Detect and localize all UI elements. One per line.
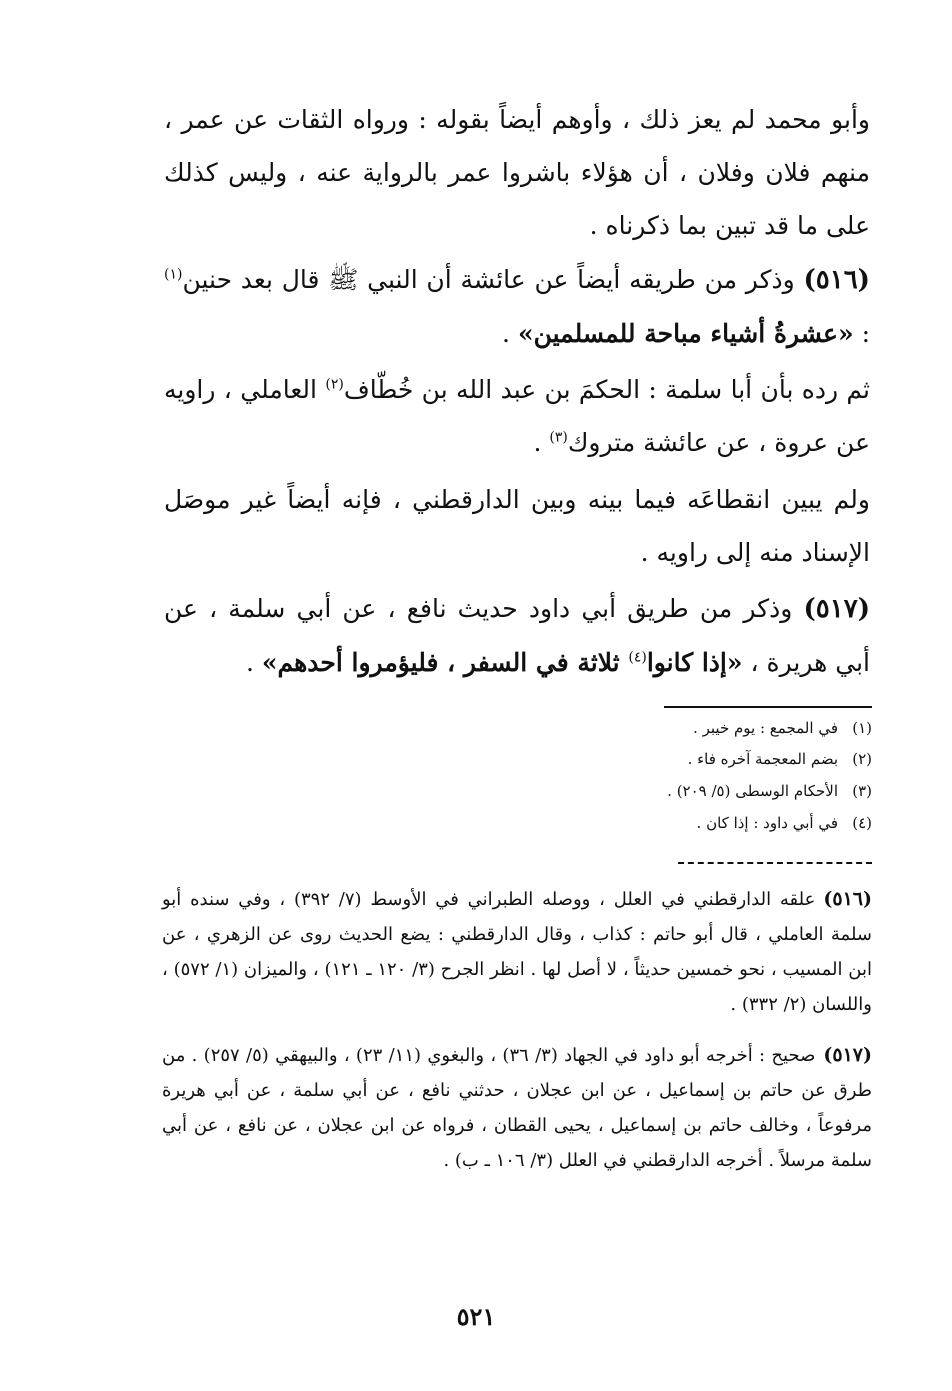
- paragraph-4: [164, 473, 870, 579]
- hadith-quote: «إذا كانوا: [646, 648, 743, 677]
- entry-text-colon: :: [861, 319, 870, 348]
- paragraph-3-text: ثم رده بأن أبا سلمة : الحكمَ بن عبد الله بن خُطّاف: [343, 375, 871, 404]
- footnote-ref: (٤): [628, 649, 647, 666]
- paragraph-1-text: وأبو محمد لم يعز ذلك ، وأوهم أيضاً بقوله : ورواه الثقات عن عمر ، منهم فلان وفلان ، أن هؤلاء باشروا عمر بالرواية عنه ، وليس كذلك على ما قد تبين بما ذكرناه .: [164, 105, 870, 240]
- footnote-number: (٢): [852, 750, 872, 768]
- footnote-ref: (٢): [325, 376, 344, 393]
- entry-number: (٥١٦): [803, 265, 870, 295]
- footnote-number: (٤): [852, 814, 872, 832]
- footnote-2: [688, 749, 872, 769]
- entry-text: وذكر من طريق أبي داود حديث نافع ، عن أبي سلمة ، عن أبي هريرة ،: [164, 594, 870, 677]
- footnote-text: في المجمع : يوم خيبر .: [693, 719, 838, 737]
- entry-517: [164, 582, 870, 689]
- entry-516: [164, 253, 870, 360]
- footnote-4: [697, 813, 872, 833]
- paragraph-3-end: .: [533, 428, 550, 457]
- footnote-number: (٣): [852, 782, 872, 800]
- footnote-ref: (٣): [549, 429, 568, 446]
- paragraph-3: [164, 363, 870, 469]
- takhrij-number: (٥١٦): [823, 888, 872, 910]
- takhrij-text: صحيح : أخرجه أبو داود في الجهاد (٣/ ٣٦) ، والبغوي (١١/ ٢٣) ، والبيهقي (٥/ ٢٥٧) . من طرق عن حاتم بن إسماعيل ، عن ابن عجلان ، حدثني نافع ، عن أبي سلمة ، عن أبي هريرة مرفوعاً ، وخالف حاتم بن إسماعيل ، يحيى القطان ، فرواه عن ابن عجلان ، عن نافع ، عن أبي سلمة مرسلاً . أخرجه الدارقطني في العلل (٣/ ١٠٦ ـ ب) .: [162, 1045, 872, 1171]
- takhrij-separator: [678, 862, 872, 864]
- takhrij-516: [162, 882, 872, 1022]
- entry-end: .: [245, 648, 262, 677]
- paragraph-1: [164, 93, 870, 252]
- page-number: ٥٢١: [456, 1302, 496, 1331]
- takhrij-text: علقه الدارقطني في العلل ، ووصله الطبراني في الأوسط (٧/ ٣٩٢) ، وفي سنده أبو سلمة العاملي ، قال أبو حاتم : كذاب ، وقال الدارقطني : يضع الحديث روى عن الزهري ، عن ابن المسيب ، نحو خمسين حديثاً ، لا أصل لها . انظر الجرح (٣/ ١٢٠ ـ ١٢١) ، والميزان (١/ ٥٧٢) ، واللسان (٢/ ٣٣٢) .: [162, 889, 872, 1015]
- takhrij-517: [162, 1038, 872, 1178]
- footnote-ref: (١): [164, 266, 183, 283]
- footnote-number: (١): [852, 719, 872, 737]
- footnote-text: بضم المعجمة آخره فاء .: [687, 750, 838, 768]
- footnote-text: في أبي داود : إذا كان .: [696, 814, 838, 832]
- entry-text: وذكر من طريقه أيضاً عن عائشة أن النبي ﷺ قال بعد حنين: [182, 265, 795, 294]
- paragraph-4-text: ولم يبين انقطاعَه فيما بينه وبين الدارقطني ، فإنه أيضاً غير موصَل الإسناد منه إلى راويه .: [164, 485, 870, 567]
- takhrij-number: (٥١٧): [823, 1044, 872, 1066]
- paragraph-3-text-2: العاملي ، راويه عن عروة ، عن عائشة متروك: [164, 375, 870, 457]
- hadith-quote-2: ثلاثة في السفر ، فليؤمروا أحدهم»: [261, 648, 629, 677]
- footnote-text: الأحكام الوسطى (٥/ ٢٠٩) .: [667, 782, 838, 800]
- footnote-3: [667, 781, 872, 801]
- footnote-separator: [664, 706, 872, 708]
- entry-number: (٥١٧): [803, 594, 871, 624]
- entry-end: .: [502, 319, 518, 348]
- footnote-1: [693, 718, 872, 738]
- hadith-quote: «عشرةُ أشياء مباحة للمسلمين»: [517, 319, 854, 348]
